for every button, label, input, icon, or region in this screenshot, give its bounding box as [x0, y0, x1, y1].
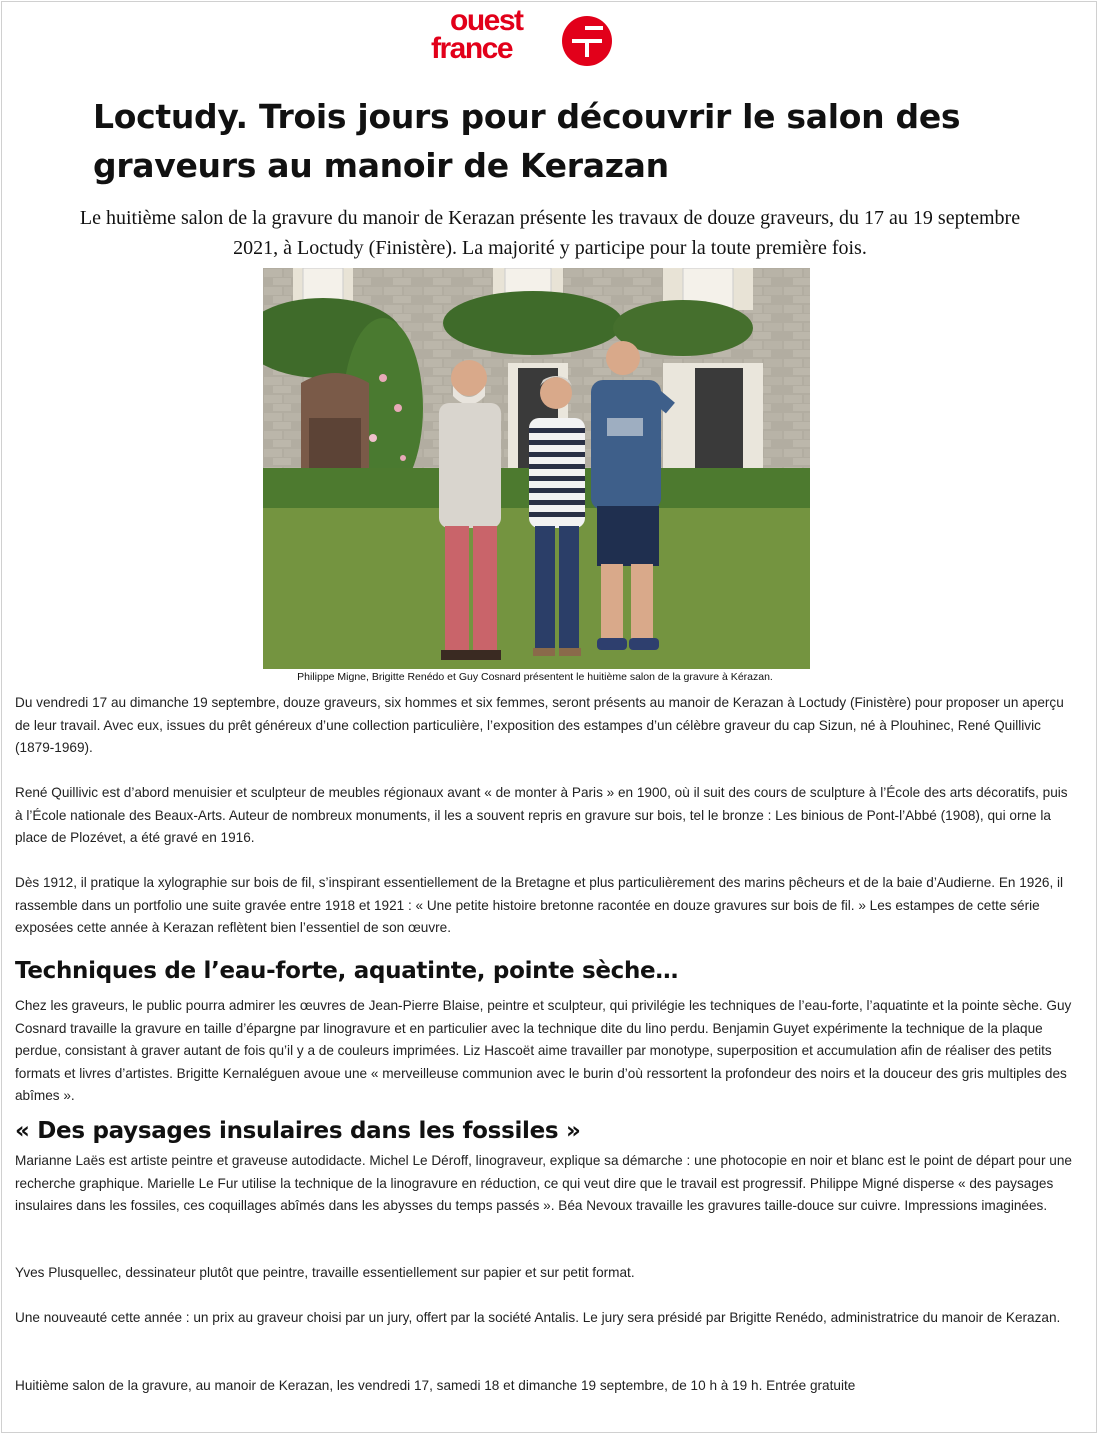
- section-heading-techniques: Techniques de l’eau-forte, aquatinte, pointe sèche…: [15, 958, 679, 984]
- paragraph-6: Yves Plusquellec, dessinateur plutôt que peintre, travaille essentiellement sur papier et sur petit format.: [15, 1265, 635, 1280]
- paragraph-7: Une nouveauté cette année : un prix au graveur choisi par un jury, offert par la société Antalis. Le jury sera présidé par Brigitte Renédo, administratrice du manoir de Kerazan.: [15, 1310, 1061, 1325]
- article-title: Loctudy. Trois jours pour découvrir le salon des graveurs au manoir de Kerazan: [93, 97, 961, 185]
- paragraph-5: Marianne Laës est artiste peintre et graveuse autodidacte. Michel Le Déroff, linograveur, explique sa démarche : une photocopie en noir et blanc est le point de départ pour une recherche graphique. Marielle Le Fur utilise la technique de la linogravure en réduction, ce qui veut dire que le travail est progressif. Philippe Migné disperse « des paysages insulaires dans les fossiles, ces coquillages abîmés dans les abysses du temps passés ». Béa Nevoux travaille les gravures taille-douce sur cuivre. Impressions imaginées.: [15, 1153, 1072, 1213]
- article-lead: Le huitième salon de la gravure du manoir de Kerazan présente les travaux de douze graveurs, du 17 au 19 septembre 2021, à Loctudy (Finistère). La majorité y participe pour la toute première fois.: [79, 207, 1021, 259]
- ouest-france-logo[interactable]: [430, 4, 620, 70]
- logo-mark-icon: [562, 16, 612, 66]
- paragraph-4: Chez les graveurs, le public pourra admirer les œuvres de Jean-Pierre Blaise, peintre et sculpteur, qui privilégie les techniques de l’eau-forte, l’aquatinte et la pointe sèche. Guy Cosnard travaille la gravure en taille d’épargne par linogravure et en particulier avec la technique dite du lino perdu. Benjamin Guyet expérimente la technique de la plaque perdue, consistant à graver autant de fois qu’il y a de couleurs imprimées. Liz Hascoët aime travailler par monotype, superposition et accumulation afin de réaliser des petits formats et livres d’artistes. Brigitte Kernaléguen avoue une « merveilleuse communion avec le burin d’où ressortent la profondeur des noirs et la douceur des gris multiples des abîmes ».: [15, 998, 1072, 1103]
- paragraph-3: Dès 1912, il pratique la xylographie sur bois de fil, s’inspirant essentiellement de la Bretagne et plus particulièrement des marins pêcheurs et de la baie d’Audierne. En 1926, il rassemble dans un portfolio une suite gravée entre 1918 et 1921 : « Une petite histoire bretonne racontée en douze gravures sur bois de fil. » Les estampes de cette série exposées cette année à Kerazan reflètent bien l’essentiel de son œuvre.: [15, 875, 1064, 935]
- logo-word-france: france: [431, 32, 513, 65]
- logo-word-ouest: ouest: [450, 4, 523, 37]
- photo-caption: Philippe Migne, Brigitte Renédo et Guy Cosnard présentent le huitième salon de la gravure à Kérazan.: [297, 671, 773, 683]
- paragraph-8: Huitième salon de la gravure, au manoir de Kerazan, les vendredi 17, samedi 18 et dimanche 19 septembre, de 10 h à 19 h. Entrée gratuite: [15, 1378, 856, 1393]
- paragraph-1: Du vendredi 17 au dimanche 19 septembre, douze graveurs, six hommes et six femmes, seront présents au manoir de Kerazan à Loctudy (Finistère) pour proposer un aperçu de leur travail. Avec eux, issues du prêt généreux d’une collection particulière, l’exposition des estampes d’un célèbre graveur du cap Sizun, né à Plouhinec, René Quillivic (1879-1969).: [15, 695, 1064, 755]
- section-heading-paysages: « Des paysages insulaires dans les fossiles »: [15, 1118, 581, 1144]
- paragraph-2: René Quillivic est d’abord menuisier et sculpteur de meubles régionaux avant « de monter à Paris » en 1900, où il suit des cours de sculpture à l’École des arts décoratifs, puis à l’École nationale des Beaux-Arts. Auteur de nombreux monuments, il les a souvent repris en gravure sur bois, tel le bronze : Les binious de Pont-l’Abbé (1908), qui orne la place de Plozévet, a été gravé en 1916.: [15, 785, 1068, 845]
- article-photo: [263, 268, 810, 669]
